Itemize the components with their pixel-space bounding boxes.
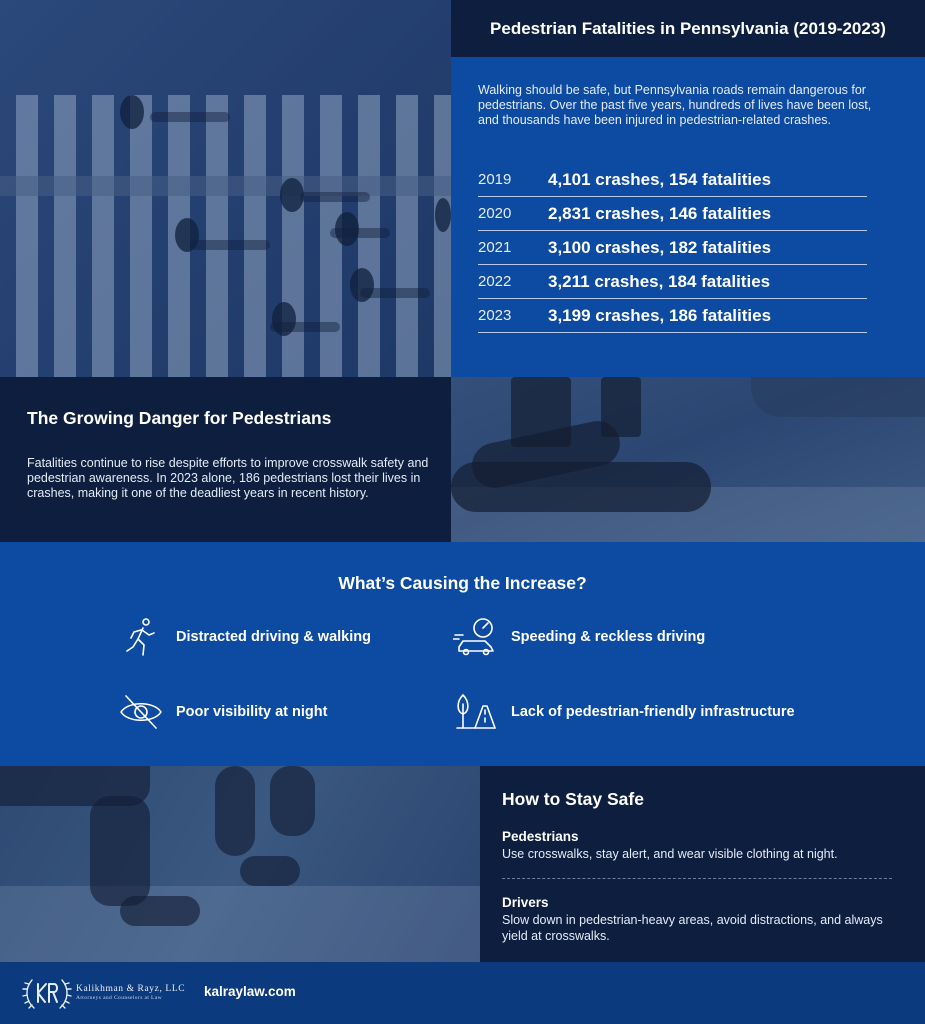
speedometer-car-icon [453, 617, 499, 657]
safety-section [0, 766, 925, 962]
cause-label: Distracted driving & walking [176, 629, 371, 645]
eye-slash-icon [118, 692, 164, 732]
safety-box [480, 766, 925, 962]
pedestrians-title: Pedestrians [502, 829, 579, 844]
firm-name: Kalikhman & Rayz, LLC [76, 984, 186, 994]
danger-box [0, 377, 451, 542]
stat-year: 2019 [478, 171, 512, 188]
safety-title: How to Stay Safe [502, 789, 644, 809]
stat-row [478, 265, 867, 299]
footer [0, 962, 925, 1024]
crosswalk-photo [0, 0, 451, 377]
drivers-tip [502, 895, 902, 944]
stat-value: 3,199 crashes, 186 fatalities [548, 305, 772, 325]
stats-list [478, 163, 867, 333]
title-bar [451, 0, 925, 57]
causes-title: What’s Causing the Increase? [338, 573, 587, 593]
drivers-body: Slow down in pedestrian-heavy areas, avoid distractions, and always yield at crosswalks. [502, 913, 883, 943]
dashed-divider [502, 878, 892, 879]
cause-item [118, 692, 327, 732]
drivers-title: Drivers [502, 895, 549, 910]
cause-label: Poor visibility at night [176, 704, 328, 720]
cause-item [453, 617, 705, 657]
website-link[interactable]: kalraylaw.com [204, 984, 296, 999]
stat-value: 3,211 crashes, 184 fatalities [548, 271, 771, 291]
firm-tagline: Attorneys and Counselors at Law [76, 995, 163, 1001]
stats-panel [451, 57, 925, 377]
danger-title: The Growing Danger for Pedestrians [27, 408, 332, 428]
pedestrians-tip [502, 829, 902, 862]
cause-label: Lack of pedestrian-friendly infrastructure [511, 704, 795, 720]
cause-item [118, 617, 371, 657]
laurel-logo-icon [22, 974, 72, 1012]
firm-name-block [76, 984, 185, 1001]
stat-value: 2,831 crashes, 146 fatalities [548, 203, 772, 223]
walking-photo [0, 766, 480, 962]
stat-year: 2023 [478, 307, 512, 324]
pedestrians-body: Use crosswalks, stay alert, and wear visible clothing at night. [502, 847, 838, 861]
walking-person-icon [118, 617, 164, 657]
cause-label: Speeding & reckless driving [511, 629, 706, 645]
danger-body: Fatalities continue to rise despite efforts to improve crosswalk safety and pedestrian awareness. In 2023 alone, 186 pedestrians lost their lives in crashes, making it one of the deadliest years in recent history. [27, 456, 429, 500]
stat-value: 3,100 crashes, 182 fatalities [548, 237, 772, 257]
stat-row [478, 197, 867, 231]
intro-text: Walking should be safe, but Pennsylvania roads remain dangerous for pedestrians. Over the past five years, hundreds of lives have been lost, and thousands have been injured in pedestrian-related crashes. [478, 83, 872, 127]
stat-row [478, 299, 867, 333]
stat-year: 2021 [478, 239, 512, 256]
stat-value: 4,101 crashes, 154 fatalities [548, 169, 772, 189]
stat-row [478, 163, 867, 197]
stat-row [478, 231, 867, 265]
danger-section [0, 377, 925, 542]
page-title: Pedestrian Fatalities in Pennsylvania (2019-2023) [490, 18, 886, 38]
cause-item [453, 692, 795, 732]
stats-section [0, 0, 925, 377]
causes-section [0, 542, 925, 766]
accident-photo [451, 377, 925, 542]
stat-year: 2020 [478, 205, 512, 222]
road-tree-icon [453, 692, 499, 732]
stat-year: 2022 [478, 273, 512, 290]
